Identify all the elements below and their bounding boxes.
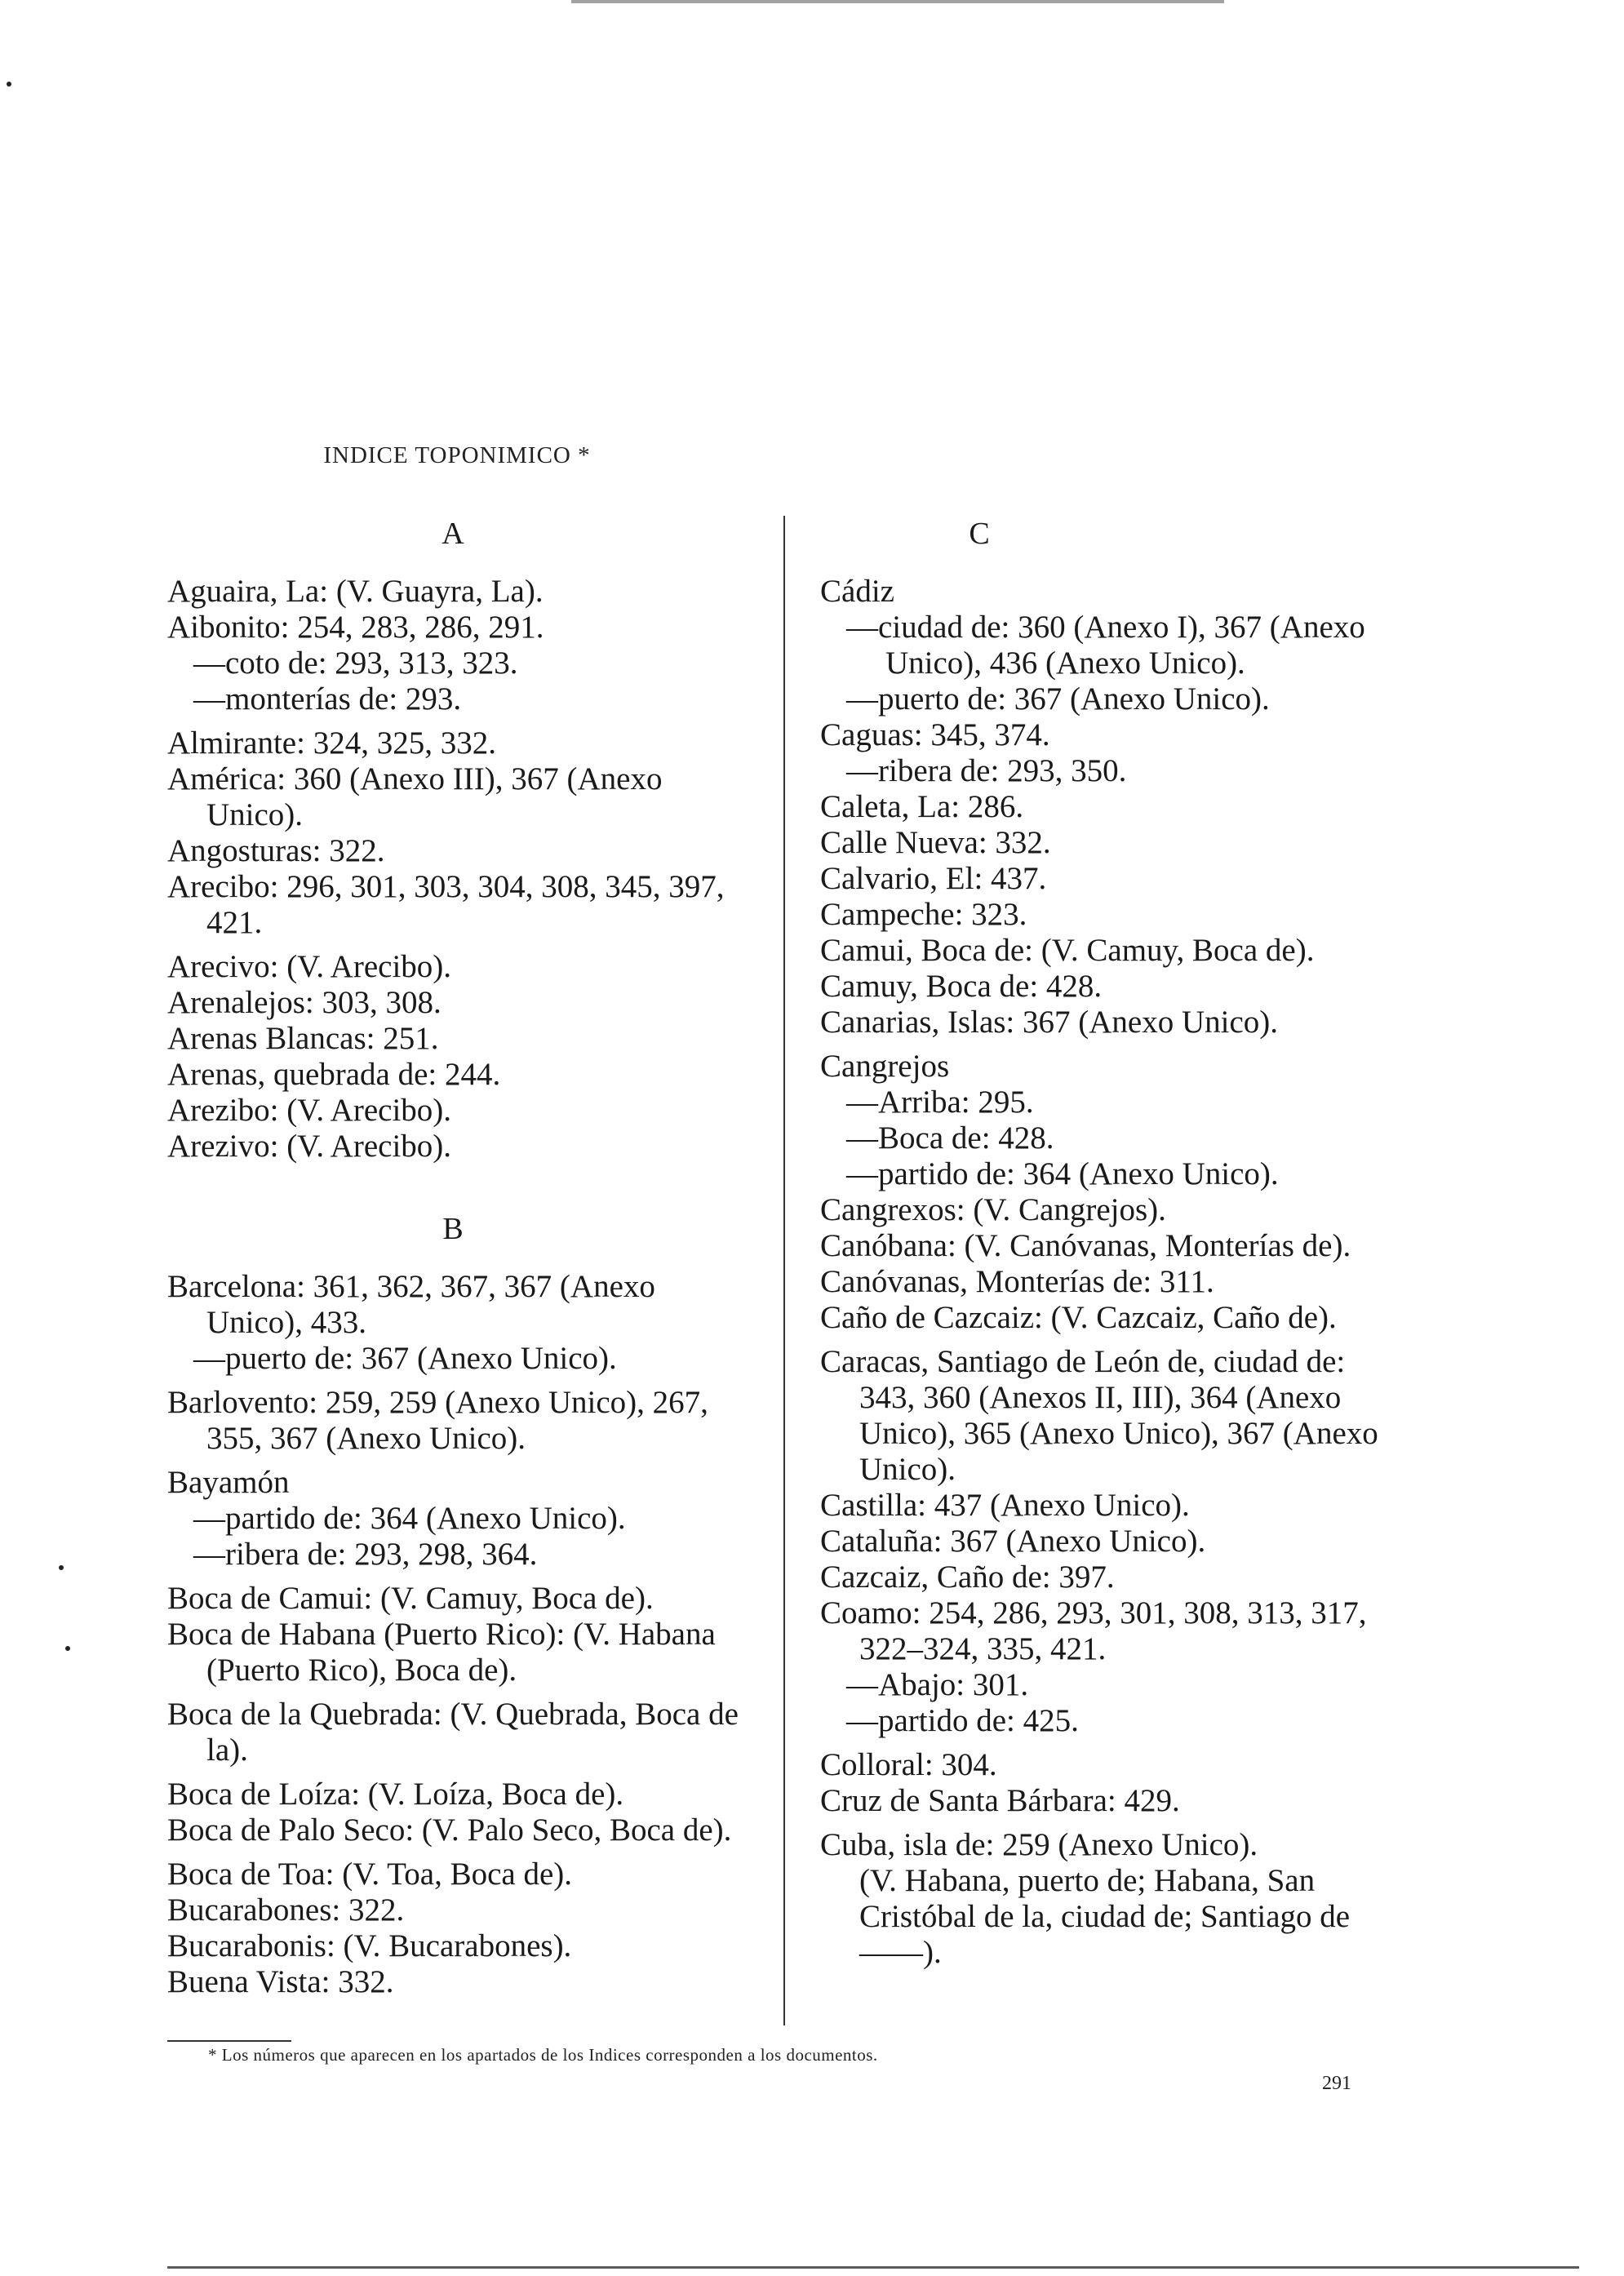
- index-entry: Boca de Palo Seco: (V. Palo Seco, Boca de).: [167, 1812, 732, 1848]
- index-entry: Cruz de Santa Bárbara: 429.: [820, 1783, 1180, 1818]
- index-entry: Arecivo: (V. Arecibo).: [167, 949, 452, 984]
- index-entry: Arezivo: (V. Arecibo).: [167, 1129, 452, 1164]
- index-subentry: —ribera de: 293, 298, 364.: [193, 1537, 538, 1572]
- index-entry: Barcelona: 361, 362, 367, 367 (Anexo Unico), 433.: [167, 1269, 655, 1340]
- section-gap: [820, 557, 1408, 574]
- section-letter: C: [969, 517, 990, 551]
- index-entry: Bucarabonis: (V. Bucarabones).: [167, 1928, 572, 1963]
- index-subentry: —puerto de: 367 (Anexo Unico).: [846, 681, 1270, 717]
- footnote: * Los números que aparecen en los apartados de los Indices corresponden a los documentos.: [208, 2045, 878, 2065]
- index-entry: Arecibo: 296, 301, 303, 304, 308, 345, 397, 421.: [167, 869, 725, 940]
- column-divider: [783, 516, 785, 2025]
- section-gap: [167, 1173, 755, 1205]
- page-title: INDICE TOPONIMICO *: [323, 442, 591, 468]
- index-entry: Caguas: 345, 374.: [820, 717, 1050, 752]
- index-subentry: —Boca de: 428.: [846, 1120, 1054, 1156]
- index-entry: Buena Vista: 332.: [167, 1964, 394, 1999]
- index-entry: Bayamón: [167, 1465, 290, 1500]
- index-entry: Boca de la Quebrada: (V. Quebrada, Boca de la).: [167, 1697, 739, 1768]
- scan-speck: [59, 1565, 64, 1570]
- index-entry: Arenas, quebrada de: 244.: [167, 1057, 501, 1092]
- page-number: 291: [1322, 2073, 1351, 2094]
- index-entry: Camui, Boca de: (V. Camuy, Boca de).: [820, 933, 1315, 968]
- index-entry: Arenalejos: 303, 308.: [167, 985, 441, 1020]
- index-entry: Barlovento: 259, 259 (Anexo Unico), 267, 355, 367 (Anexo Unico).: [167, 1385, 708, 1456]
- index-subentry: —Arriba: 295.: [846, 1085, 1034, 1120]
- section-letter: B: [442, 1212, 464, 1246]
- index-subentry: —partido de: 425.: [846, 1703, 1079, 1738]
- section-gap: [167, 557, 755, 574]
- index-subentry: —monterías de: 293.: [193, 681, 462, 717]
- index-column-left: [167, 510, 755, 2000]
- index-entry: Canarias, Islas: 367 (Anexo Unico).: [820, 1005, 1279, 1040]
- index-entry: Aibonito: 254, 283, 286, 291.: [167, 610, 544, 645]
- index-column-right: [820, 510, 1408, 1971]
- section-gap: [167, 1253, 755, 1269]
- index-entry: Coamo: 254, 286, 293, 301, 308, 313, 317, 322–324, 335, 421.: [820, 1595, 1367, 1666]
- index-entry: Cuba, isla de: 259 (Anexo Unico).: [820, 1827, 1258, 1862]
- index-subentry: —coto de: 293, 313, 323.: [193, 646, 518, 681]
- index-entry: Caleta, La: 286.: [820, 789, 1024, 824]
- scan-speck: [7, 82, 11, 87]
- index-entry: Castilla: 437 (Anexo Unico).: [820, 1488, 1190, 1523]
- index-entry: Boca de Toa: (V. Toa, Boca de).: [167, 1857, 572, 1892]
- index-entry: Boca de Habana (Puerto Rico): (V. Habana (Puerto Rico), Boca de).: [167, 1617, 716, 1688]
- index-entry: Cádiz: [820, 574, 894, 609]
- index-entry: Boca de Camui: (V. Camuy, Boca de).: [167, 1581, 654, 1616]
- scan-edge-top: [571, 0, 1224, 3]
- index-entry: Angosturas: 322.: [167, 833, 385, 868]
- footnote-rule: [167, 2040, 291, 2042]
- index-subentry: —ribera de: 293, 350.: [846, 753, 1127, 788]
- index-entry: Cazcaiz, Caño de: 397.: [820, 1559, 1115, 1595]
- index-entry: Almirante: 324, 325, 332.: [167, 725, 496, 761]
- index-entry: Boca de Loíza: (V. Loíza, Boca de).: [167, 1777, 624, 1812]
- index-entry: Camuy, Boca de: 428.: [820, 969, 1103, 1004]
- index-entry: Caño de Cazcaiz: (V. Cazcaiz, Caño de).: [820, 1300, 1337, 1335]
- index-subentry: —puerto de: 367 (Anexo Unico).: [193, 1341, 617, 1376]
- index-note: (V. Habana, puerto de; Habana, San Cristóbal de la, ciudad de; Santiago de——).: [859, 1863, 1351, 1970]
- index-entry: Campeche: 323.: [820, 897, 1027, 932]
- index-entry: Cataluña: 367 (Anexo Unico).: [820, 1524, 1206, 1559]
- scan-edge-bottom: [167, 2266, 1579, 2269]
- index-entry: Arezibo: (V. Arecibo).: [167, 1093, 452, 1128]
- index-entry: Canóvanas, Monterías de: 311.: [820, 1264, 1214, 1299]
- index-entry: América: 360 (Anexo III), 367 (Anexo Unico).: [167, 761, 663, 832]
- index-entry: Colloral: 304.: [820, 1747, 997, 1782]
- index-entry: Bucarabones: 322.: [167, 1892, 405, 1928]
- index-entry: Arenas Blancas: 251.: [167, 1021, 439, 1056]
- index-entry: Cangrexos: (V. Cangrejos).: [820, 1192, 1166, 1227]
- index-entry: Caracas, Santiago de León de, ciudad de: 343, 360 (Anexos II, III), 364 (Anexo Unico), 365 (Anexo Unico), 367 (Anexo Unico).: [820, 1344, 1378, 1487]
- section-letter: A: [441, 517, 464, 551]
- index-entry: Canóbana: (V. Canóvanas, Monterías de).: [820, 1228, 1351, 1263]
- index-subentry: —partido de: 364 (Anexo Unico).: [846, 1156, 1279, 1191]
- index-entry: Aguaira, La: (V. Guayra, La).: [167, 574, 544, 609]
- index-entry: Calvario, El: 437.: [820, 861, 1047, 896]
- index-entry: Calle Nueva: 332.: [820, 825, 1051, 860]
- scan-speck: [65, 1646, 70, 1651]
- index-subentry: —ciudad de: 360 (Anexo I), 367 (Anexo Unico), 436 (Anexo Unico).: [846, 610, 1365, 681]
- index-subentry: —Abajo: 301.: [846, 1667, 1029, 1702]
- index-subentry: —partido de: 364 (Anexo Unico).: [193, 1501, 626, 1536]
- index-entry: Cangrejos: [820, 1049, 950, 1084]
